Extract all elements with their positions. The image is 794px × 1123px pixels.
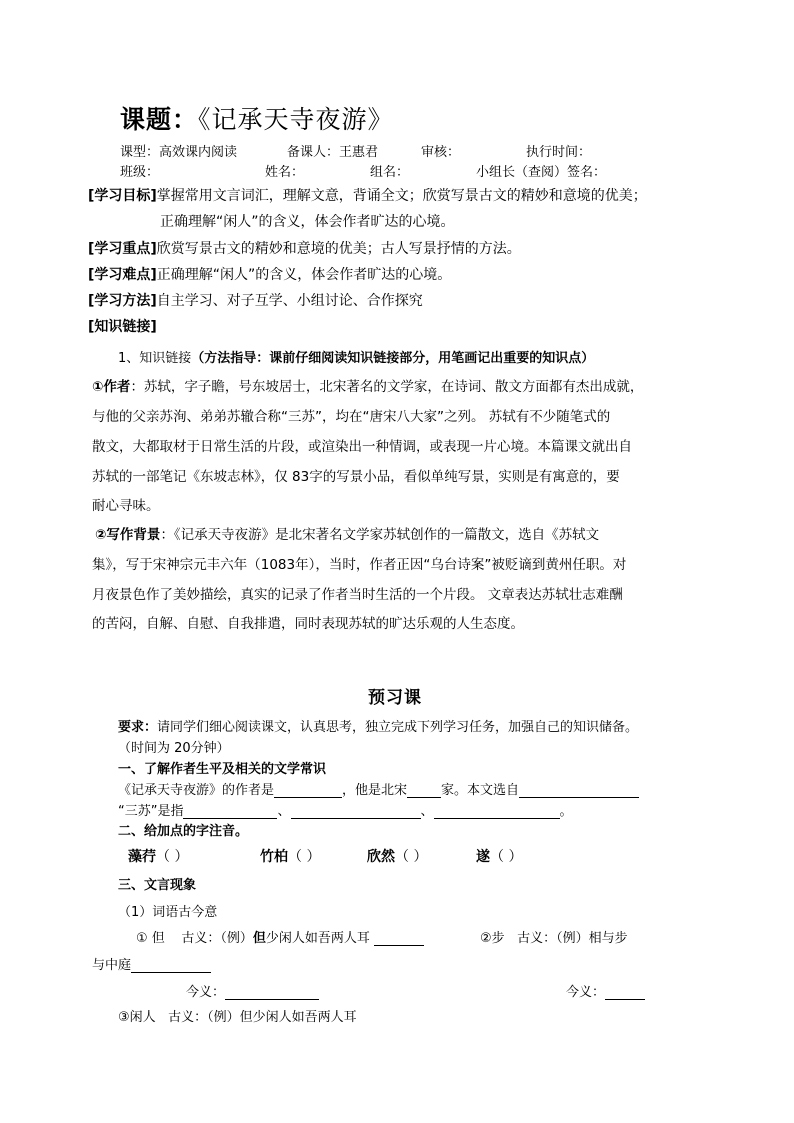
background-line-1: ②写作背景：《记承天寺夜游》是北宋著名文学家苏轼创作的一篇散文，选自《苏轼文 xyxy=(95,527,600,543)
pinyin-item-3: 欣然（ ） xyxy=(367,849,428,865)
preview-title: 预习课 xyxy=(368,688,422,708)
era-blank[interactable] xyxy=(407,783,441,798)
author-line-1: ①作者：苏轼，字子瞻，号东坡居士，北宋著名的文学家，在诗词、散文方面都有杰出成就， xyxy=(92,379,644,395)
pinyin-item-4: 遂（ ） xyxy=(476,849,523,865)
q1-line-2: “三苏”是指 、 、 。 xyxy=(118,804,573,819)
knowledge-link-tag: [知识链接] xyxy=(88,319,157,335)
q3-item-1: ① 但 古义：（例）但少闲人如吾两人耳 xyxy=(136,927,424,946)
lesson-type-field: 课型：高效课内阅读 xyxy=(120,145,238,160)
learning-goal: [学习目标]掌握常用文言词汇，理解文意，背诵全文；欣赏写景古文的精妙和意境的优美； xyxy=(88,188,647,204)
san-su-blank-2[interactable] xyxy=(291,804,421,819)
name-field: 姓名： xyxy=(265,165,305,180)
knowledge-heading: 1、知识链接（方法指导：课前仔细阅读知识链接部分，用笔画记出重要的知识点） xyxy=(118,351,595,366)
pinyin-item-2: 竹柏（ ） xyxy=(260,849,321,865)
author-line-4: 苏轼的一部笔记《东坡志林》，仅 83字的写景小品，看似单纯写景，实则是有寓意的，要 xyxy=(92,469,620,485)
q3-item-2-cont: 与中庭 xyxy=(92,954,211,973)
q3-item-2-modern: 今义： xyxy=(566,981,645,1000)
preview-requirement: 要求：请同学们细心阅读课文，认真思考，独立完成下列学习任务，加强自己的知识储备。 xyxy=(118,720,639,735)
q2-title: 二、给加点的字注音。 xyxy=(118,824,249,839)
pinyin-blank[interactable]: （ ） xyxy=(395,849,428,865)
q3-title: 三、文言现象 xyxy=(118,878,197,893)
q1-title: 一、了解作者生平及相关的文学常识 xyxy=(118,762,327,777)
time-note: （时间为 20分钟） xyxy=(118,741,230,756)
source-blank[interactable] xyxy=(519,783,639,798)
author-line-3: 散文，大都取材于日常生活的片段，或渲染出一种情调，或表现一片心境。本篇课文就出自 xyxy=(92,439,632,455)
review-field: 审核： xyxy=(421,145,461,160)
q3-subtitle: （1）词语古今意 xyxy=(118,905,218,920)
san-su-blank-3[interactable] xyxy=(434,804,560,819)
background-line-2: 集》，写于宋神宗元丰六年（1083年），当时，作者正因“乌台诗案”被贬谪到黄州任职。对 xyxy=(92,557,627,573)
leader-signature-field: 小组长（查阅）签名： xyxy=(476,165,607,180)
pinyin-blank[interactable]: （ ） xyxy=(288,849,321,865)
exec-time-field: 执行时间： xyxy=(526,145,592,160)
pinyin-blank[interactable]: （ ） xyxy=(490,849,523,865)
item1-modern-blank[interactable] xyxy=(225,985,319,1000)
pinyin-blank[interactable]: （ ） xyxy=(156,849,189,865)
item2-modern-blank[interactable] xyxy=(605,985,645,1000)
pinyin-item-1: 藻荇（ ） xyxy=(128,849,189,865)
q3-item-3: ③闲人 古义：（例）但少闲人如吾两人耳 xyxy=(118,1010,357,1025)
q1-line-1: 《记承天寺夜游》的作者是 ，他是北宋 家。本文选自 xyxy=(118,779,639,798)
author-line-2: 与他的父亲苏洵、弟弟苏辙合称“三苏”，均在“唐宋八大家”之列。 苏轼有不少随笔式的 xyxy=(92,409,611,425)
background-line-4: 的苦闷，自解、自慰、自我排遣，同时表现苏轼的旷达乐观的人生态度。 xyxy=(92,616,524,632)
group-field: 组名： xyxy=(370,165,410,180)
san-su-blank-1[interactable] xyxy=(183,804,277,819)
q3-item-1-modern: 今义： xyxy=(186,981,319,1000)
class-field: 班级： xyxy=(120,165,160,180)
q3-item-2: ②步 古义：（例）相与步 xyxy=(480,931,628,946)
learning-difficulty: [学习难点]正确理解“闲人”的含义，体会作者旷达的心境。 xyxy=(88,267,452,283)
background-line-3: 月夜景色作了美妙描绘，真实的记录了作者当时生活的一个片段。 文章表达苏轼壮志难酬 xyxy=(92,587,623,603)
preparer-field: 备课人：王惠君 xyxy=(287,145,379,160)
learning-goal-cont: 正确理解“闲人”的含义，体会作者旷达的心境。 xyxy=(160,214,455,230)
page-title: 课题：《记承天寺夜游》 xyxy=(120,105,394,134)
learning-focus: [学习重点]欣赏写景古文的精妙和意境的优美；古人写景抒情的方法。 xyxy=(88,241,521,257)
learning-method: [学习方法]自主学习、对子互学、小组讨论、合作探究 xyxy=(88,293,423,309)
author-line-5: 耐心寻味。 xyxy=(92,498,160,514)
item2-ancient-blank[interactable] xyxy=(131,958,211,973)
item1-ancient-blank[interactable] xyxy=(374,931,424,946)
author-blank[interactable] xyxy=(274,783,342,798)
